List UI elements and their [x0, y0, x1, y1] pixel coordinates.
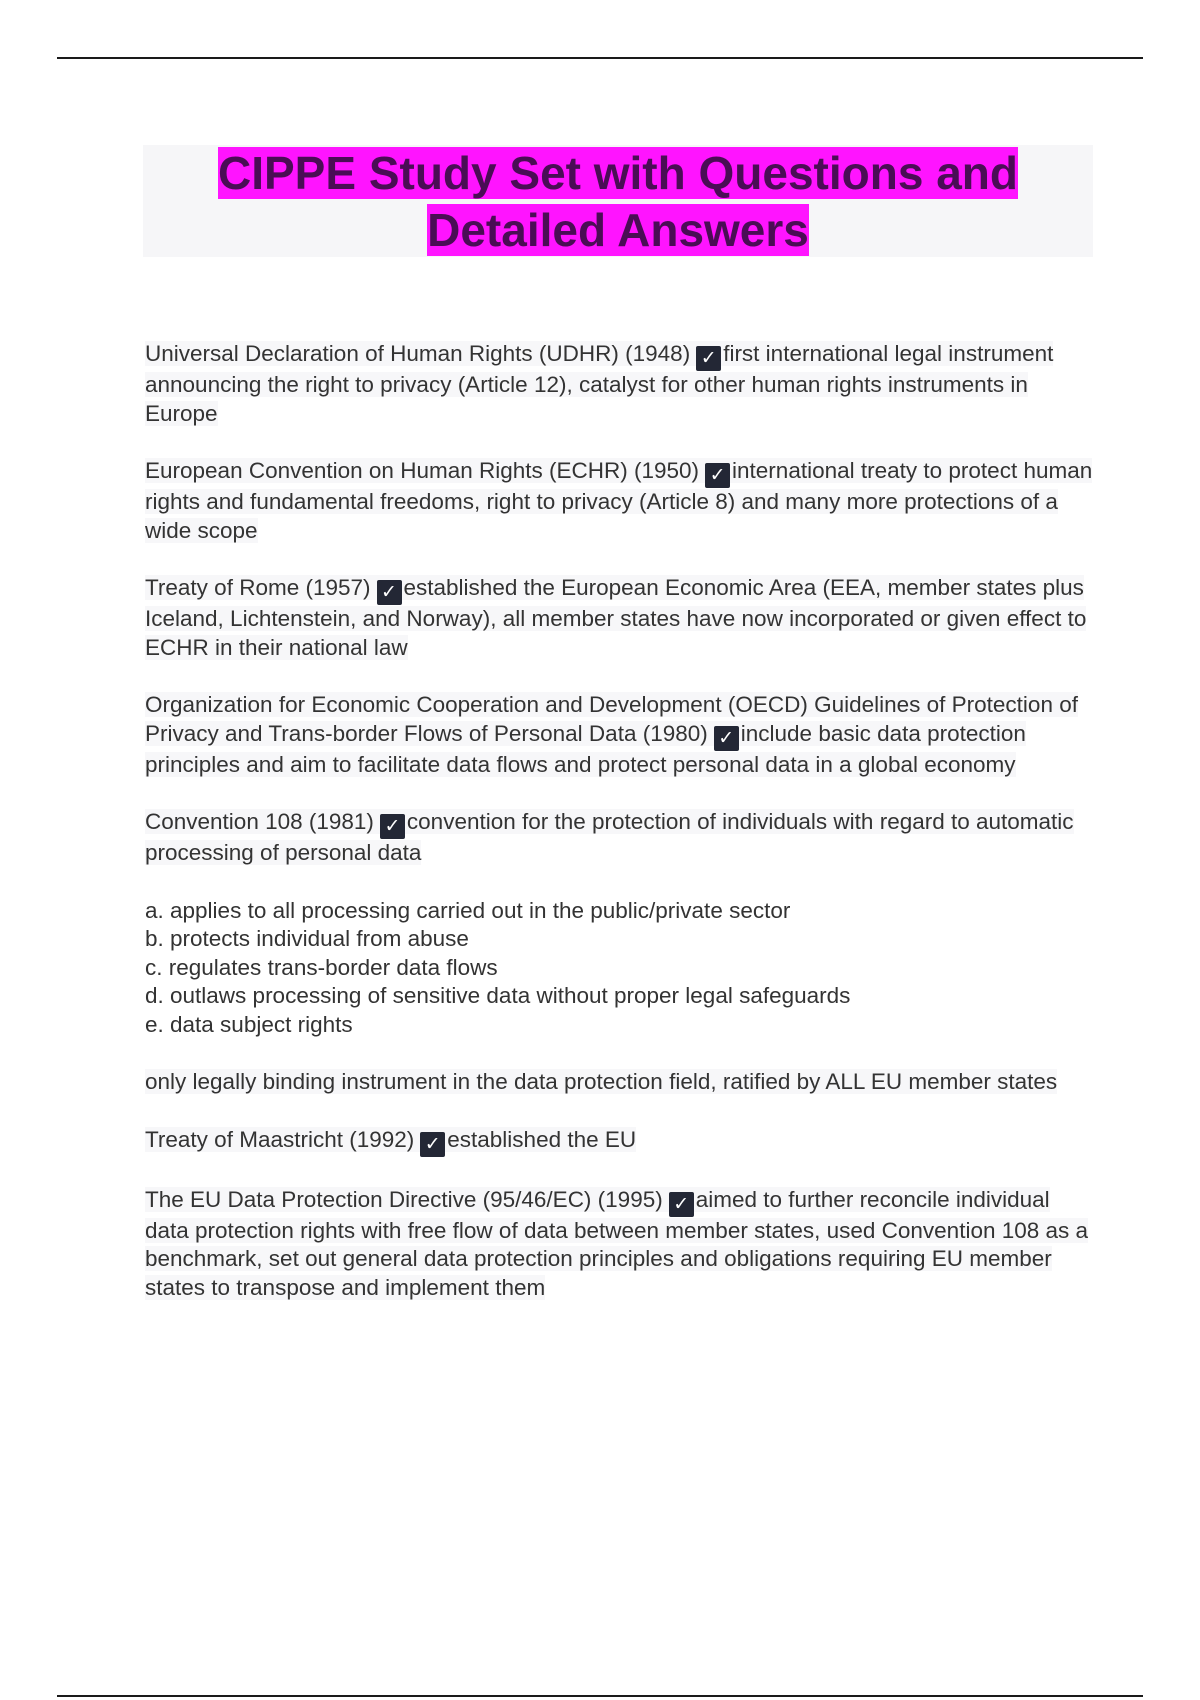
- list-item: c. regulates trans-border data flows: [145, 954, 498, 980]
- bottom-rule: [57, 1695, 1143, 1697]
- convention-108-note: only legally binding instrument in the data protection field, ratified by ALL EU member states: [145, 1069, 1058, 1094]
- entry-term: Convention 108 (1981): [145, 809, 374, 834]
- entry-eu-data-protection-directive: [145, 1186, 1095, 1303]
- entry-definition: include basic data protection principles and aim to facilitate data flows and protect personal data in a global economy: [145, 720, 1026, 777]
- entry-definition: international treaty to protect human rights and fundamental freedoms, right to privacy (Article 8) and many more protections of a wide scope: [145, 458, 1093, 543]
- entry-definition: first international legal instrument announcing the right to privacy (Article 12), catalyst for other human rights instruments in Europe: [145, 341, 1054, 426]
- entry-definition: established the EU: [447, 1126, 637, 1152]
- entry-treaty-of-rome: [145, 574, 1095, 662]
- list-item: b. protects individual from abuse: [145, 926, 469, 951]
- title-line-1: CIPPE Study Set with Questions and: [218, 147, 1018, 199]
- list-item: a. applies to all processing carried out in the public/private sector: [145, 897, 791, 923]
- entry-term: Treaty of Rome (1957): [145, 575, 371, 600]
- entry-term: Treaty of Maastricht (1992): [145, 1126, 415, 1152]
- entry-udhr: [145, 340, 1095, 428]
- entry-term: Universal Declaration of Human Rights (UDHR) (1948): [145, 341, 691, 366]
- entry-term: The EU Data Protection Directive (95/46/EC) (1995): [145, 1186, 663, 1212]
- checkmark-icon: ✓: [696, 346, 721, 371]
- entry-convention-108: [145, 808, 1095, 868]
- entry-definition: established the European Economic Area (EEA, member states plus Iceland, Lichtenstein, and Norway), all member states have now incorporated or given effect to ECHR in their national law: [145, 575, 1087, 660]
- entry-definition: convention for the protection of individuals with regard to automatic processing of personal data: [145, 809, 1074, 865]
- checkmark-icon: ✓: [669, 1192, 694, 1217]
- entry-treaty-of-maastricht: [145, 1126, 1095, 1157]
- entry-echr: [145, 457, 1095, 545]
- entry-term: Organization for Economic Cooperation and Development (OECD) Guidelines of Protection of Privacy and Trans-border Flows of Personal Data (1980): [145, 692, 1078, 746]
- list-item: d. outlaws processing of sensitive data without proper legal safeguards: [145, 983, 851, 1008]
- study-content: [145, 340, 1095, 1331]
- top-rule: [57, 57, 1143, 59]
- checkmark-icon: ✓: [714, 726, 739, 751]
- document-title: [143, 145, 1093, 259]
- entry-term: European Convention on Human Rights (ECHR) (1950): [145, 458, 700, 483]
- checkmark-icon: ✓: [380, 814, 405, 839]
- checkmark-icon: ✓: [377, 580, 402, 605]
- title-box: [143, 145, 1093, 257]
- entry-definition: aimed to further reconcile individual data protection rights with free flow of data between member states, used Convention 108 as a benchmark, set out general data protection principles and obligations requiring EU member states to transpose and implement them: [145, 1186, 1089, 1300]
- convention-108-list: [145, 897, 1095, 1040]
- title-line-2: Detailed Answers: [427, 204, 809, 256]
- list-item: e. data subject rights: [145, 1011, 353, 1037]
- entry-oecd-guidelines: [145, 691, 1095, 779]
- checkmark-icon: ✓: [420, 1132, 445, 1157]
- checkmark-icon: ✓: [705, 463, 730, 488]
